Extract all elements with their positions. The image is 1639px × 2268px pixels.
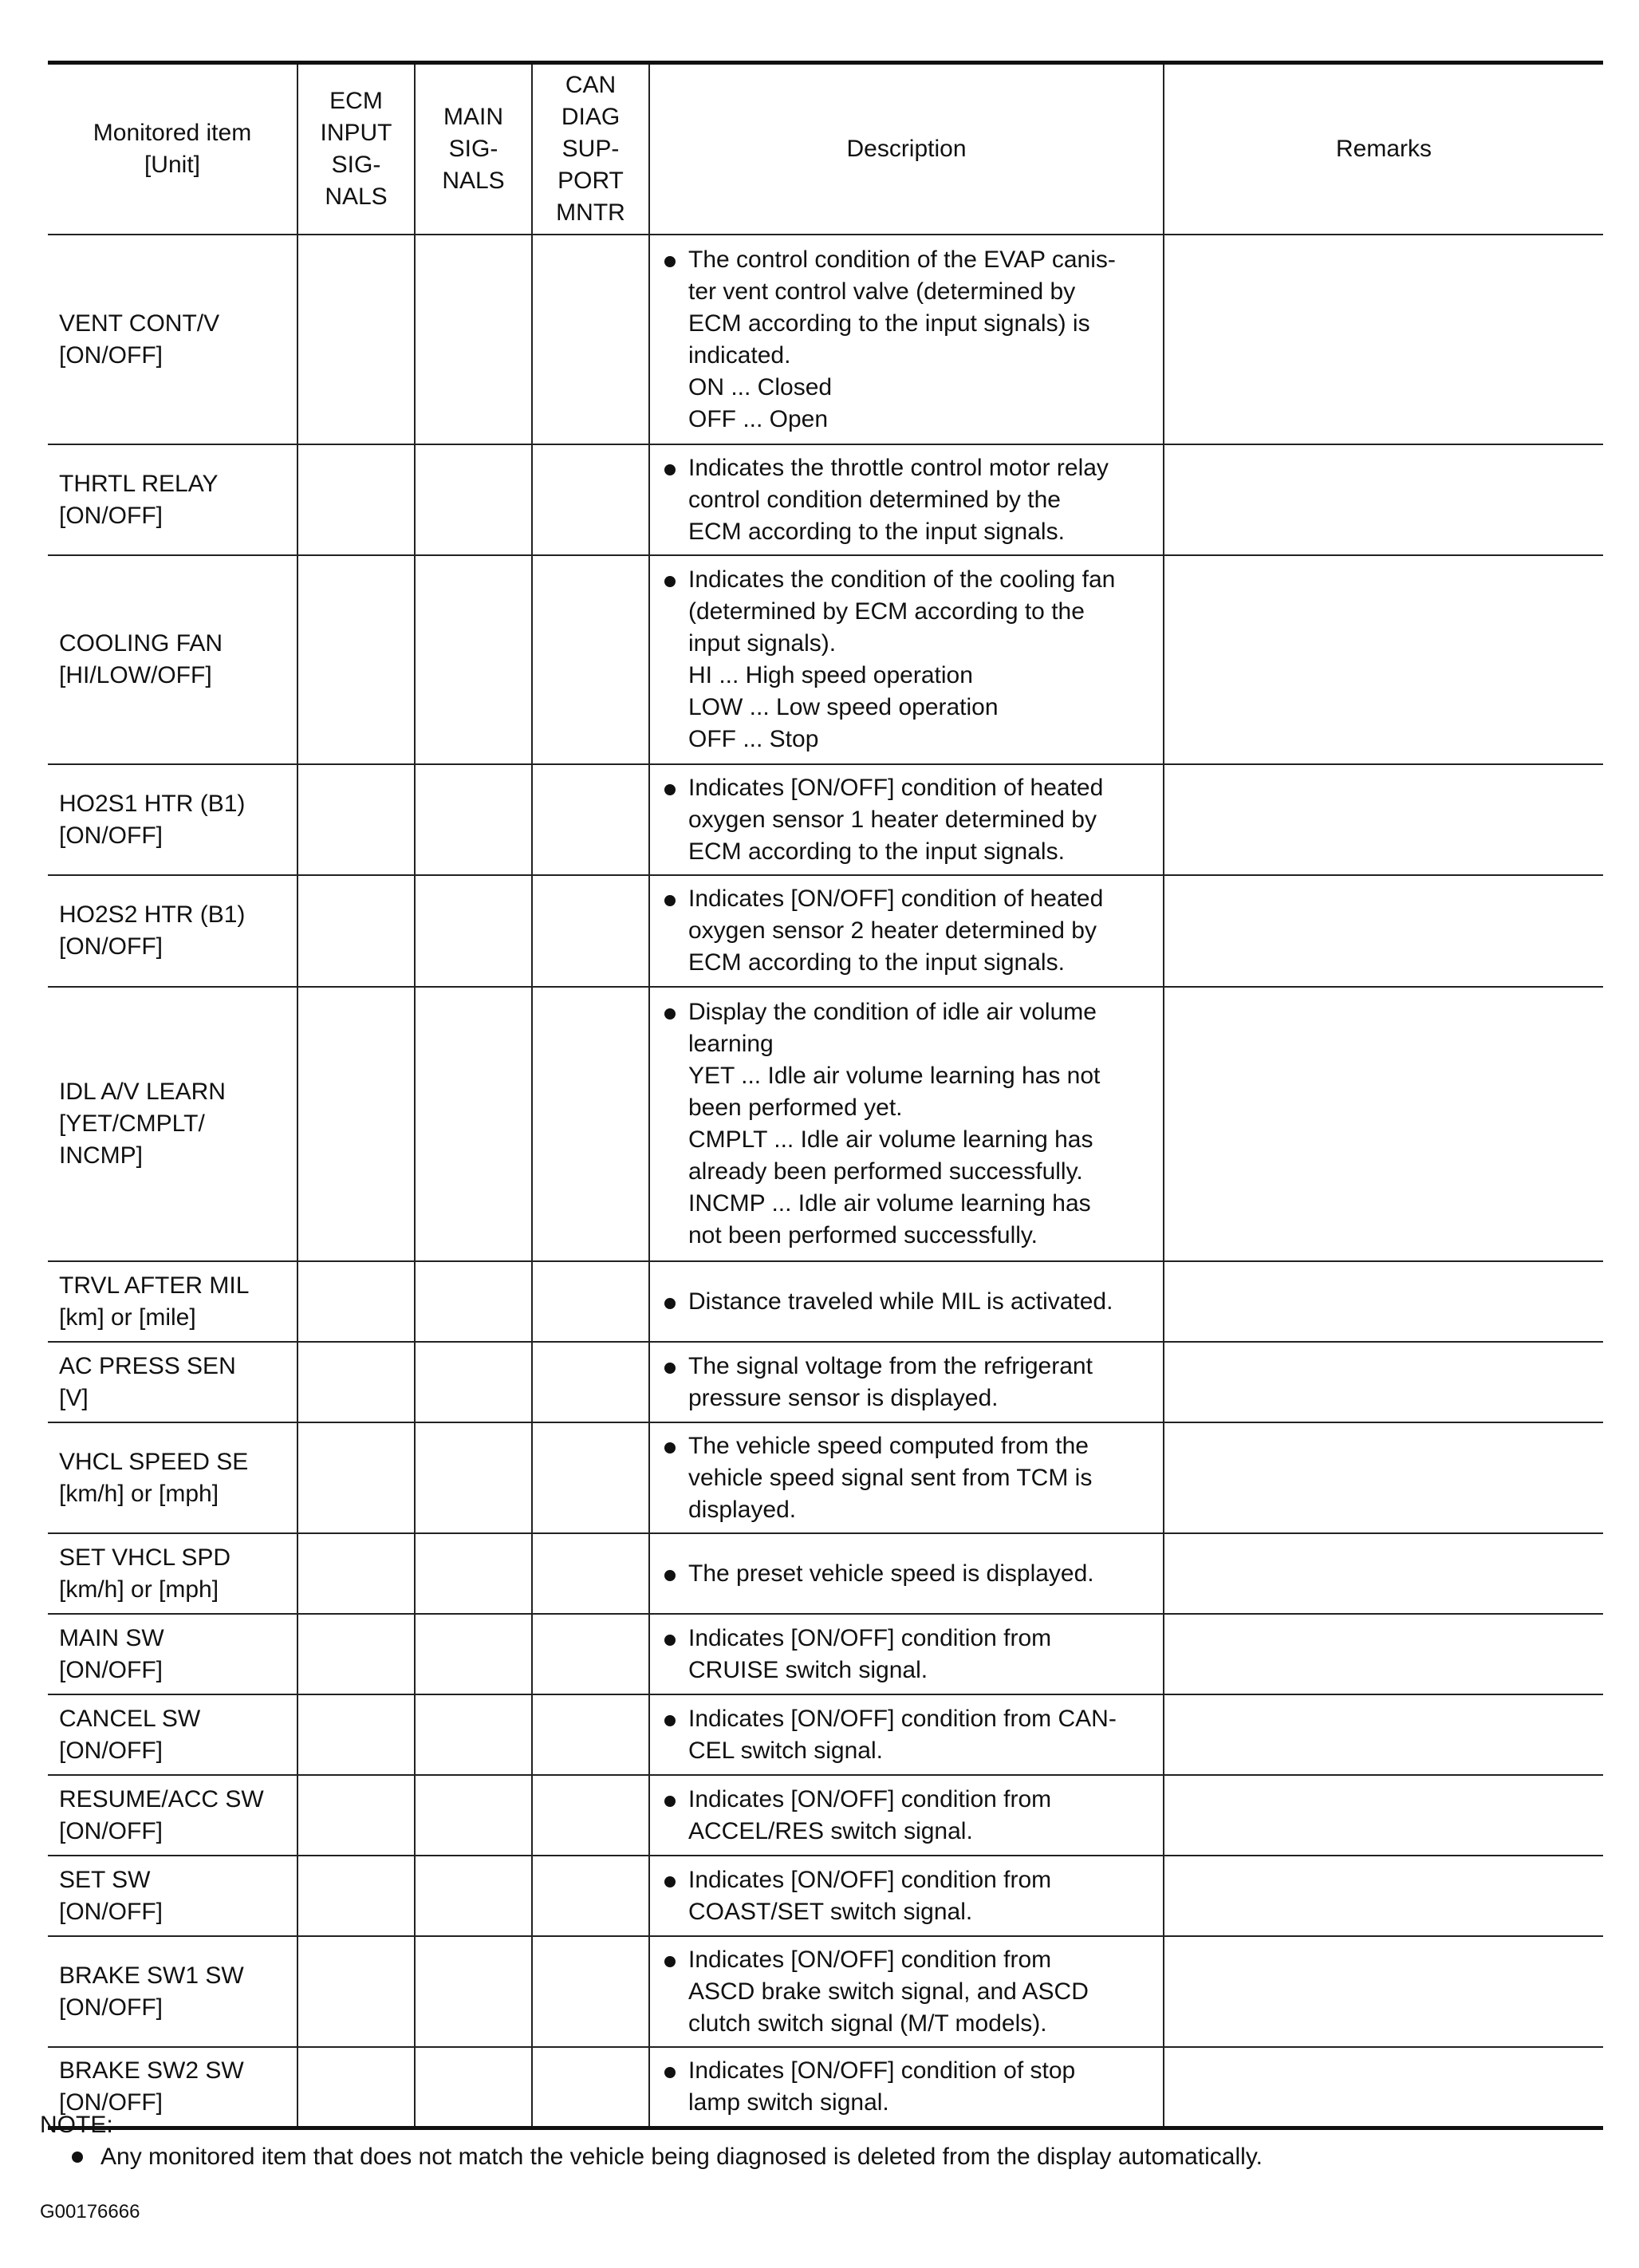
monitored-item-label: IDL A/V LEARN [YET/CMPLT/ INCMP] <box>59 1079 226 1169</box>
monitored-item-cell <box>48 1422 297 1533</box>
header-monitored-item: Monitored item [Unit] <box>48 63 297 235</box>
description-text: Distance traveled while MIL is activated. <box>688 1288 1113 1315</box>
can-diag-support-cell <box>532 1775 649 1856</box>
note-text: Any monitored item that does not match the vehicle being diagnosed is deleted from the display automatically. <box>100 2144 1263 2170</box>
main-signals-cell <box>415 444 532 555</box>
header-main-signals: MAIN SIG- NALS <box>415 63 532 235</box>
can-diag-support-cell <box>532 1856 649 1936</box>
description-cell <box>649 444 1164 555</box>
can-diag-support-cell <box>532 1694 649 1775</box>
description-text: Indicates [ON/OFF] condition from ASCD brake switch signal, and ASCD clutch switch signal (M/T models). <box>688 1946 1089 2037</box>
monitored-item-cell <box>48 444 297 555</box>
ecm-input-signals-cell <box>297 1342 415 1422</box>
monitored-item-cell <box>48 764 297 875</box>
description-text: Indicates [ON/OFF] condition of heated oxygen sensor 2 heater determined by ECM according to the input signals. <box>688 886 1104 976</box>
main-signals-cell <box>415 1694 532 1775</box>
monitored-item-cell <box>48 1261 297 1342</box>
header-can-diag-support-mntr: CAN DIAG SUP- PORT MNTR <box>532 63 649 235</box>
monitored-item-cell <box>48 555 297 764</box>
description-cell <box>649 1856 1164 1936</box>
monitored-item-label: CANCEL SW [ON/OFF] <box>59 1705 201 1764</box>
table-row <box>48 235 1603 444</box>
monitored-item-label: COOLING FAN [HI/LOW/OFF] <box>59 630 223 688</box>
monitored-item-label: RESUME/ACC SW [ON/OFF] <box>59 1785 264 1844</box>
monitored-item-cell <box>48 1533 297 1614</box>
table-row <box>48 987 1603 1261</box>
description-cell <box>649 1342 1164 1422</box>
monitored-item-cell <box>48 1936 297 2047</box>
ecm-input-signals-cell <box>297 1261 415 1342</box>
header-description: Description <box>649 63 1164 235</box>
can-diag-support-cell <box>532 875 649 987</box>
main-signals-cell <box>415 1533 532 1614</box>
table-row <box>48 1261 1603 1342</box>
ecm-input-signals-cell <box>297 1614 415 1694</box>
main-signals-cell <box>415 555 532 764</box>
description-cell <box>649 1422 1164 1533</box>
bullet-icon <box>664 1796 676 1807</box>
can-diag-support-cell <box>532 1342 649 1422</box>
bullet-icon <box>664 1876 676 1887</box>
remarks-cell <box>1164 444 1603 555</box>
monitored-item-cell <box>48 987 297 1261</box>
remarks-cell <box>1164 1856 1603 1936</box>
ecm-input-signals-cell <box>297 1694 415 1775</box>
remarks-cell <box>1164 1533 1603 1614</box>
remarks-cell <box>1164 1614 1603 1694</box>
ecm-input-signals-cell <box>297 555 415 764</box>
ecm-input-signals-cell <box>297 1775 415 1856</box>
description-cell <box>649 1614 1164 1694</box>
bullet-icon <box>664 2067 676 2078</box>
ecm-input-signals-cell <box>297 1856 415 1936</box>
table-body <box>48 235 1603 2128</box>
ecm-input-signals-cell <box>297 1936 415 2047</box>
description-cell <box>649 235 1164 444</box>
description-text: Indicates [ON/OFF] condition from COAST/SET switch signal. <box>688 1866 1052 1925</box>
description-cell <box>649 1261 1164 1342</box>
bullet-icon <box>664 1363 676 1374</box>
remarks-cell <box>1164 235 1603 444</box>
monitored-item-label: TRVL AFTER MIL [km] or [mile] <box>59 1272 250 1331</box>
description-text: Display the condition of idle air volume learning YET ... Idle air volume learning has not been performed yet. CMPLT ... Idle air volume learning has already been performed successfully. INCMP ... Idle air volume learning has not been performed successfully. <box>688 999 1101 1248</box>
monitored-item-cell <box>48 1342 297 1422</box>
main-signals-cell <box>415 1775 532 1856</box>
main-signals-cell <box>415 764 532 875</box>
table-row <box>48 1342 1603 1422</box>
header-remarks: Remarks <box>1164 63 1603 235</box>
description-text: Indicates [ON/OFF] condition of stop lamp switch signal. <box>688 2057 1076 2116</box>
table-row <box>48 444 1603 555</box>
can-diag-support-cell <box>532 444 649 555</box>
monitored-item-label: MAIN SW [ON/OFF] <box>59 1624 164 1683</box>
bullet-icon <box>664 256 676 267</box>
description-cell <box>649 764 1164 875</box>
table-row <box>48 1614 1603 1694</box>
description-cell <box>649 987 1164 1261</box>
bullet-icon <box>72 2152 83 2163</box>
monitored-item-label: VENT CONT/V [ON/OFF] <box>59 310 220 369</box>
monitored-item-cell <box>48 875 297 987</box>
bullet-icon <box>664 1298 676 1309</box>
ecm-input-signals-cell <box>297 875 415 987</box>
description-text: Indicates [ON/OFF] condition of heated oxygen sensor 1 heater determined by ECM according to the input signals. <box>688 774 1104 865</box>
remarks-cell <box>1164 1422 1603 1533</box>
can-diag-support-cell <box>532 1422 649 1533</box>
bullet-icon <box>664 784 676 795</box>
bullet-icon <box>664 576 676 587</box>
monitor-item-table <box>48 61 1603 2130</box>
main-signals-cell <box>415 235 532 444</box>
note-label: NOTE: <box>40 2112 113 2138</box>
description-text: Indicates [ON/OFF] condition from CRUISE switch signal. <box>688 1624 1052 1683</box>
description-text: The control condition of the EVAP canis- ter vent control valve (determined by ECM according to the input signals) is indicated. ON ... Closed OFF ... Open <box>688 246 1116 432</box>
table-row <box>48 1856 1603 1936</box>
bullet-icon <box>664 1008 676 1020</box>
table-header-row <box>48 63 1603 235</box>
monitored-item-cell <box>48 1856 297 1936</box>
description-cell <box>649 1775 1164 1856</box>
table-row <box>48 875 1603 987</box>
description-cell <box>649 555 1164 764</box>
ecm-input-signals-cell <box>297 1422 415 1533</box>
table-row <box>48 1533 1603 1614</box>
monitored-item-label: HO2S2 HTR (B1) [ON/OFF] <box>59 901 246 960</box>
remarks-cell <box>1164 987 1603 1261</box>
main-signals-cell <box>415 1856 532 1936</box>
description-text: Indicates the throttle control motor relay control condition determined by the ECM according to the input signals. <box>688 454 1109 545</box>
table-row <box>48 1936 1603 2047</box>
document-code: G00176666 <box>40 2201 140 2223</box>
monitored-item-cell <box>48 1694 297 1775</box>
table-row <box>48 764 1603 875</box>
monitored-item-cell <box>48 235 297 444</box>
monitored-item-label: VHCL SPEED SE [km/h] or [mph] <box>59 1448 249 1507</box>
description-cell <box>649 1694 1164 1775</box>
remarks-cell <box>1164 764 1603 875</box>
table-row <box>48 1422 1603 1533</box>
table-row <box>48 1775 1603 1856</box>
monitored-item-label: THRTL RELAY [ON/OFF] <box>59 470 219 529</box>
description-cell <box>649 875 1164 987</box>
bullet-icon <box>664 464 676 475</box>
description-text: The vehicle speed computed from the vehicle speed signal sent from TCM is displayed. <box>688 1432 1093 1523</box>
can-diag-support-cell <box>532 1614 649 1694</box>
can-diag-support-cell <box>532 987 649 1261</box>
note-block <box>40 2111 1603 2171</box>
description-cell <box>649 1533 1164 1614</box>
bullet-icon <box>664 895 676 906</box>
description-text: Indicates the condition of the cooling fan (determined by ECM according to the input signals). HI ... High speed operation LOW ... Low speed operation OFF ... Stop <box>688 566 1116 752</box>
note-line <box>72 2143 1603 2171</box>
monitored-item-label: BRAKE SW2 SW [ON/OFF] <box>59 2057 244 2116</box>
remarks-cell <box>1164 1775 1603 1856</box>
monitored-item-label: SET SW [ON/OFF] <box>59 1866 163 1925</box>
monitored-item-label: BRAKE SW1 SW [ON/OFF] <box>59 1962 244 2021</box>
can-diag-support-cell <box>532 1936 649 2047</box>
can-diag-support-cell <box>532 555 649 764</box>
monitored-item-label: AC PRESS SEN [V] <box>59 1352 236 1411</box>
remarks-cell <box>1164 555 1603 764</box>
monitored-item-cell <box>48 1614 297 1694</box>
bullet-icon <box>664 1635 676 1646</box>
monitored-item-label: SET VHCL SPD [km/h] or [mph] <box>59 1544 231 1603</box>
can-diag-support-cell <box>532 1261 649 1342</box>
description-text: Indicates [ON/OFF] condition from ACCEL/RES switch signal. <box>688 1785 1052 1844</box>
main-signals-cell <box>415 1422 532 1533</box>
description-text: The signal voltage from the refrigerant pressure sensor is displayed. <box>688 1352 1093 1411</box>
bullet-icon <box>664 1442 676 1453</box>
remarks-cell <box>1164 1936 1603 2047</box>
main-signals-cell <box>415 1342 532 1422</box>
remarks-cell <box>1164 1694 1603 1775</box>
monitored-item-cell <box>48 1775 297 1856</box>
main-signals-cell <box>415 1261 532 1342</box>
ecm-input-signals-cell <box>297 1533 415 1614</box>
description-text: Indicates [ON/OFF] condition from CAN- CEL switch signal. <box>688 1705 1117 1764</box>
table-row <box>48 555 1603 764</box>
remarks-cell <box>1164 1261 1603 1342</box>
bullet-icon <box>664 1956 676 1967</box>
main-signals-cell <box>415 875 532 987</box>
bullet-icon <box>664 1570 676 1581</box>
ecm-input-signals-cell <box>297 444 415 555</box>
remarks-cell <box>1164 1342 1603 1422</box>
monitored-item-label: HO2S1 HTR (B1) [ON/OFF] <box>59 790 246 849</box>
ecm-input-signals-cell <box>297 235 415 444</box>
remarks-cell <box>1164 875 1603 987</box>
main-signals-cell <box>415 1614 532 1694</box>
main-signals-cell <box>415 987 532 1261</box>
header-ecm-input-signals: ECM INPUT SIG- NALS <box>297 63 415 235</box>
can-diag-support-cell <box>532 235 649 444</box>
can-diag-support-cell <box>532 1533 649 1614</box>
main-signals-cell <box>415 1936 532 2047</box>
ecm-input-signals-cell <box>297 764 415 875</box>
description-cell <box>649 1936 1164 2047</box>
description-text: The preset vehicle speed is displayed. <box>688 1560 1094 1587</box>
can-diag-support-cell <box>532 764 649 875</box>
table-row <box>48 1694 1603 1775</box>
ecm-input-signals-cell <box>297 987 415 1261</box>
bullet-icon <box>664 1715 676 1726</box>
